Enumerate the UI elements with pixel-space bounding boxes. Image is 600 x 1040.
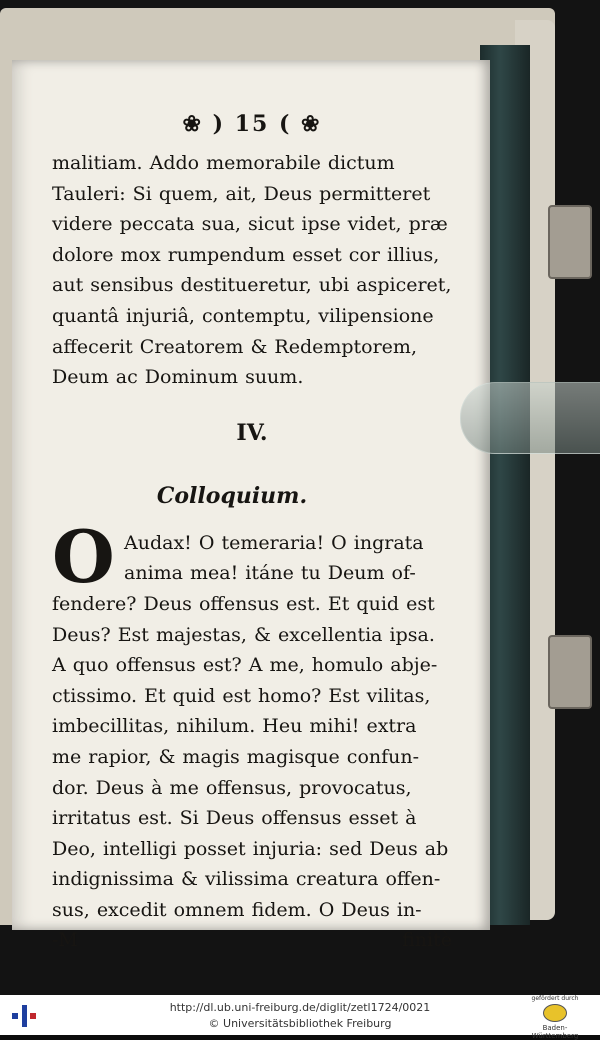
text-line: dor. Deus à me offensus, provocatus, [52, 776, 412, 799]
text-line: indignissima & vilissima creatura offen- [52, 868, 441, 891]
text-line: anima mea! itáne tu Deum of- [124, 562, 416, 585]
section-number: IV. [236, 419, 268, 446]
funder-badge [520, 995, 590, 1040]
clasp-upper [548, 205, 592, 279]
drop-cap: O [52, 513, 115, 599]
copyright-text: © Universitätsbibliothek Freiburg [208, 1017, 392, 1030]
text-line: me rapior, & magis magisque confun- [52, 745, 420, 768]
text-line: Deum ac Dominum suum. [52, 366, 304, 389]
clasp-lower [548, 635, 592, 709]
catchword: finitè [402, 929, 452, 952]
text-line: malitiam. Addo memorabile dictum [52, 152, 395, 174]
text-line: affecerit Creatorem & Redemptorem, [52, 335, 417, 358]
signature-mark: -M [52, 929, 78, 952]
text-line: videre peccata sua, sicut ipse videt, præ [52, 213, 448, 236]
page-header: ❀ ) 15 ( ❀ [182, 111, 322, 137]
funder-name: Baden-Württemberg [531, 1024, 579, 1040]
text-line: dolore mox rumpendum esset cor illius, [52, 243, 440, 266]
text-line: Tauleri: Si quem, ait, Deus permitteret [52, 182, 431, 205]
section-heading: Colloquium. [156, 482, 308, 509]
permalink-url[interactable]: http://dl.ub.uni-freiburg.de/diglit/zetl1724/0021 [169, 1001, 431, 1014]
state-coat-of-arms-icon [543, 1004, 567, 1022]
bookmark-strip [460, 382, 600, 454]
viewer-footer [0, 995, 600, 1040]
text-line: ctissimo. Et quid est homo? Est vilitas, [52, 684, 431, 707]
text-line: quantâ injuriâ, contemptu, vilipensione [52, 304, 434, 327]
text-line: imbecillitas, nihilum. Heu mihi! extra [52, 715, 417, 738]
text-line: A quo offensus est? A me, homulo abje- [52, 654, 438, 677]
page-footer [52, 925, 452, 956]
dropcap-paragraph [52, 513, 452, 599]
text-line: fendere? Deus offensus est. Et quid est [52, 592, 435, 615]
text-line: aut sensibus destitueretur, ubi aspiceret, [52, 274, 452, 297]
text-line: irritatus est. Si Deus offensus esset à [52, 807, 417, 830]
text-line: Deo, intelligi posset injuria: sed Deus ab [52, 837, 449, 860]
text-line: Deus? Est majestas, & excellentia ipsa. [52, 623, 435, 646]
book-cover-top [0, 8, 555, 68]
funder-label: gefördert durch [531, 995, 579, 1002]
text-line: sus, excedit omnem fidem. O Deus in- [52, 898, 422, 921]
page-text [52, 100, 452, 956]
text-line: Audax! O temeraria! O ingrata [124, 531, 424, 554]
